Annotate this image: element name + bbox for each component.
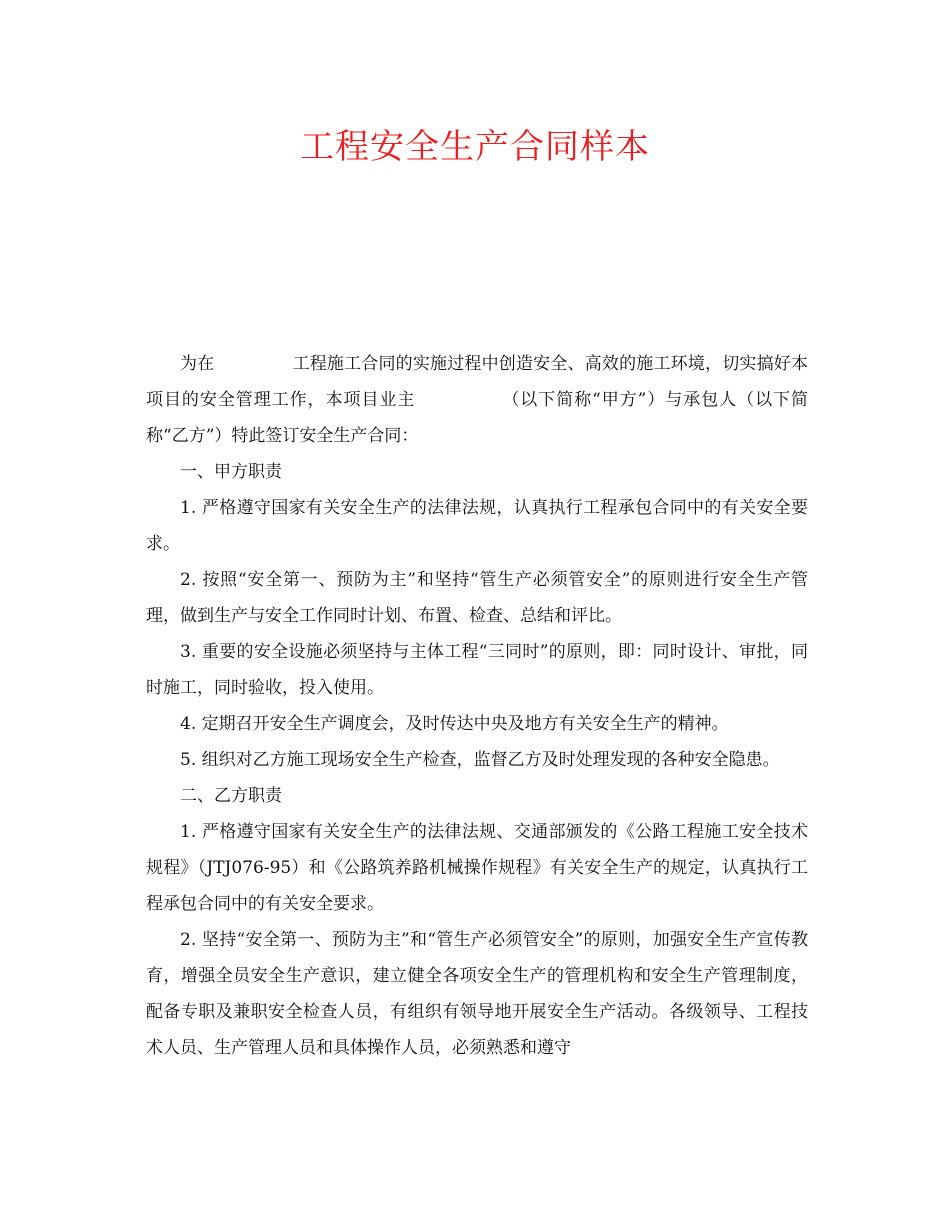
intro-paragraph [146, 346, 808, 454]
section-heading-party-a: 一、甲方职责 [180, 462, 282, 482]
intro-text-2: 工程施工合同的实施过程中创造安全、高效的施工环境，切实搞好本项目的安全管理工作，本项目业主 [146, 354, 808, 410]
party-a-clause-4: 4. 定期召开安全生产调度会，及时传达中央及地方有关安全生产的精神。 [180, 714, 729, 734]
section-heading-party-b: 二、乙方职责 [180, 786, 282, 806]
intro-text-3: （以下简称“甲方”）与承包人（以下简称“乙方”）特此签订安全生产合同： [146, 390, 808, 446]
party-b-clause-2: 2. 坚持“安全第一、预防为主”和“管生产必须管安全”的原则，加强安全生产宣传教育，增强全员安全生产意识，建立健全各项安全生产的管理机构和安全生产管理制度，配备专职及兼职安全检查人员，有组织有领导地开展安全生产活动。各级领导、工程技术人员、生产管理人员和具体操作人员，必须熟悉和遵守 [146, 930, 808, 1058]
document-title: 工程安全生产合同样本 [300, 127, 650, 167]
party-a-clause-3: 3. 重要的安全设施必须坚持与主体工程“三同时”的原则，即：同时设计、审批，同时施工，同时验收，投入使用。 [146, 642, 808, 698]
party-a-clause-1: 1. 严格遵守国家有关安全生产的法律法规，认真执行工程承包合同中的有关安全要求。 [146, 498, 808, 554]
document-body [146, 346, 808, 1066]
intro-text-1: 为在 [180, 354, 215, 374]
party-a-clause-2: 2. 按照“安全第一、预防为主”和坚持“管生产必须管安全”的原则进行安全生产管理，做到生产与安全工作同时计划、布置、检查、总结和评比。 [146, 570, 808, 626]
party-b-clause-1: 1. 严格遵守国家有关安全生产的法律法规、交通部颁发的《公路工程施工安全技术规程》（JTJ076-95）和《公路筑养路机械操作规程》有关安全生产的规定，认真执行工程承包合同中的有关安全要求。 [146, 822, 808, 914]
party-a-clause-5: 5. 组织对乙方施工现场安全生产检查，监督乙方及时处理发现的各种安全隐患。 [180, 750, 780, 770]
